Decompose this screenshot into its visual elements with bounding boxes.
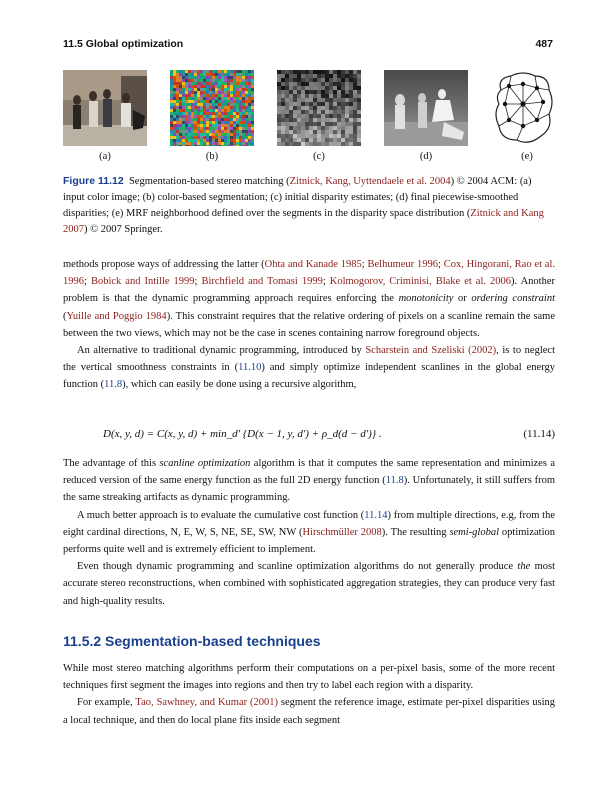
caption-text: ) © 2004 ACM: (a) input color image; (b) color-based segmentation; (c) initial disparity estimates; (d) final piecewise-smoothed disparities; (e) MRF neighborhood defined over the segments in the disparity space distribution (: [63, 176, 532, 219]
paragraph: An alternative to traditional dynamic programming, introduced by Scharstein and Szeliski (2002), is to neglect the vertical smoothness constraints in (11.10) and simply optimize independent scanlines in the global energy function (11.8), which can easily be done using a recursive algorithm,: [63, 345, 556, 391]
panel-b-color-segmentation: [170, 70, 254, 146]
emphasis: monotonicity: [398, 293, 454, 305]
body-text-lower: [63, 455, 555, 610]
sublabel-b: (b): [205, 151, 219, 162]
emphasis: ordering constraint: [471, 293, 556, 305]
equation-number: (11.14): [523, 428, 555, 440]
body-text-upper: [63, 256, 555, 394]
citation-link[interactable]: Zitnick, Kang, Uyttendaele et al. 2004: [289, 176, 451, 187]
citation-link[interactable]: Zitnick and Kang 2007: [63, 208, 544, 235]
sublabel-e: (e): [521, 151, 533, 162]
emphasis: semi-global: [449, 526, 500, 538]
sublabel-a: (a): [99, 151, 111, 162]
panel-d-final-disparity: [384, 70, 468, 146]
sublabel-c: (c): [313, 151, 325, 162]
citation-link[interactable]: Birchfield and Tomasi 1999: [201, 276, 323, 288]
citation-link[interactable]: Hirschmüller 2008: [302, 526, 382, 538]
figure-label: Figure 11.12: [63, 175, 124, 187]
citation-link[interactable]: Tao, Sawhney, and Kumar (2001): [135, 697, 278, 709]
header-section: 11.5 Global optimization: [63, 38, 184, 50]
citation-link[interactable]: Cox, Hingorani, Rao et al. 1996: [63, 259, 556, 288]
citation-link[interactable]: Bobick and Intille 1999: [90, 276, 195, 288]
paragraph: While most stereo matching algorithms perform their computations on a per-pixel basis, some of the more recent techniques first segment the images into regions and then try to label each region with a disparity.: [63, 663, 555, 692]
paragraph: Even though dynamic programming and scanline optimization algorithms do not generally produce the most accurate stereo reconstructions, when combined with sophisticated aggregation strategies, they can produce very fast and high-quality results.: [63, 561, 556, 607]
equation-ref-link[interactable]: 11.14: [364, 509, 388, 521]
panel-c-initial-disparity: [277, 70, 361, 146]
equation-formula: D(x, y, d) = C(x, y, d) + min_d′ {D(x − 1, y, d′) + ρ_d(d − d′)} .: [103, 428, 382, 440]
figure-panels: [63, 70, 555, 146]
panel-a-input-color-image: [63, 70, 147, 146]
equation-ref-link[interactable]: 11.10: [238, 362, 262, 374]
panel-e-mrf-neighborhood: [493, 70, 555, 146]
citation-link[interactable]: Kolmogorov, Criminisi, Blake et al. 2006: [329, 276, 512, 288]
equation-ref-link[interactable]: 11.8: [385, 475, 404, 487]
running-header: [63, 38, 553, 52]
figure-caption: [63, 173, 555, 238]
equation-11-14: [63, 426, 555, 450]
emphasis: scanline optimization: [159, 458, 251, 469]
body-text-section: [63, 660, 555, 729]
equation-ref-link[interactable]: 11.8: [104, 379, 123, 391]
caption-text: ) © 2007 Springer.: [84, 224, 163, 235]
sublabel-d: (d): [419, 151, 433, 162]
figure-sublabels: [63, 151, 555, 165]
section-heading: 11.5.2 Segmentation-based techniques: [63, 633, 321, 649]
page-number: 487: [535, 38, 553, 50]
paragraph: methods propose ways of addressing the latter (Ohta and Kanade 1985; Belhumeur 1996; Cox, Hingorani, Rao et al. 1996; Bobick and Intille 1999; Birchfield and Tomasi 1999; Kolmogorov, Criminisi, Blake et al. 2006). Another problem is that the dynamic programming approach requires enforcing the monotonicity or ordering constraint (Yuille and Poggio 1984). This constraint requires that the relative ordering of pixels on a scanline remain the same between the two views, which may not be the case in scenes containing narrow foreground objects.: [63, 259, 556, 339]
citation-link[interactable]: Scharstein and Szeliski (2002): [365, 345, 497, 357]
paragraph: For example, Tao, Sawhney, and Kumar (2001) segment the reference image, estimate per-pixel disparities using a local technique, and then do local plane fits inside each segment: [63, 697, 555, 726]
paragraph: The advantage of this scanline optimization algorithm is that it computes the same representation and minimizes a reduced version of the same energy function as the full 2D energy function (11.8). Unfortunately, it still suffers from the same streaking artifacts as dynamic programming.: [63, 458, 555, 504]
citation-link[interactable]: Yuille and Poggio 1984: [66, 310, 167, 322]
citation-link[interactable]: Belhumeur 1996: [367, 259, 438, 270]
emphasis: the: [517, 561, 531, 573]
paragraph: A much better approach is to evaluate the cumulative cost function (11.14) from multiple directions, e.g, from the eight cardinal directions, N, E, W, S, NE, SE, SW, NW (Hirschmüller 2008). The resulting semi-global optimization performs quite well and is extremely efficient to implement.: [63, 509, 555, 556]
caption-text: Segmentation-based stereo matching (: [128, 176, 290, 187]
citation-link[interactable]: Ohta and Kanade 1985: [264, 259, 362, 270]
